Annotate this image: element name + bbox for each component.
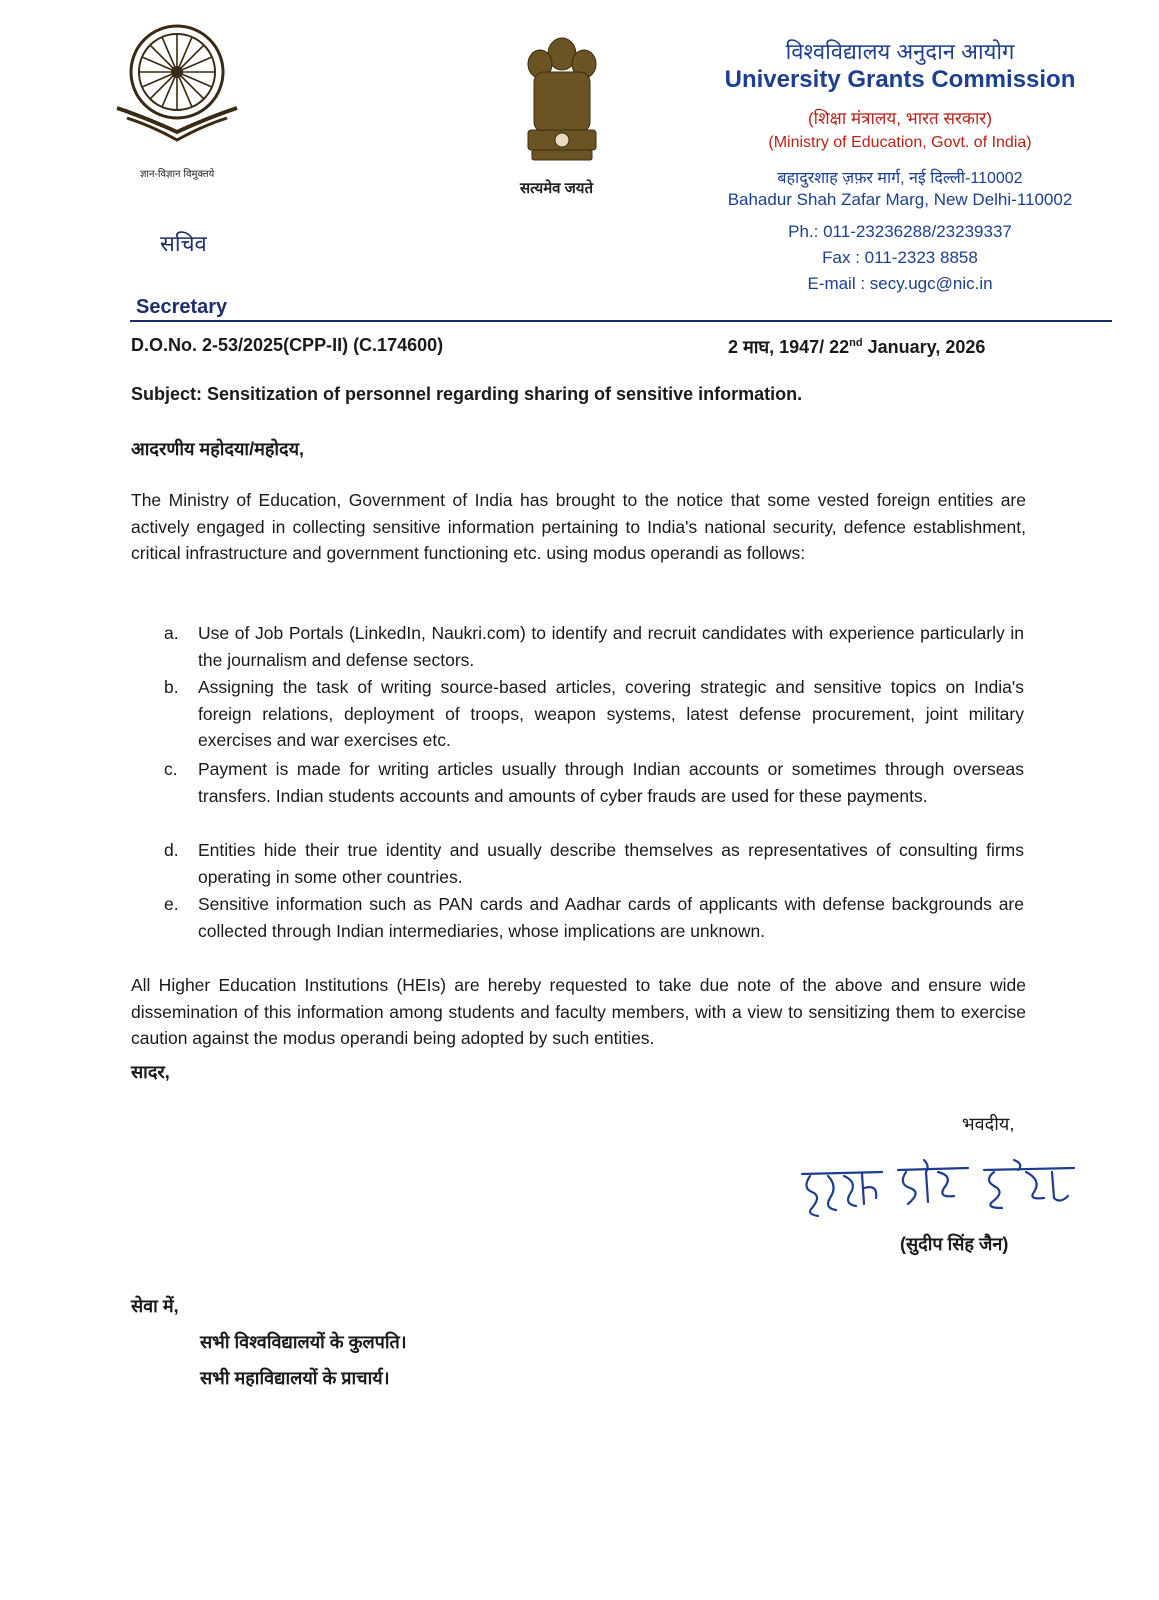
address-hindi: बहादुरशाह ज़फ़र मार्ग, नई दिल्ली-110002 [777,170,1023,187]
ugc-name-english: University Grants Commission [724,66,1076,93]
subject-line: Subject: Sensitization of personnel regarding sharing of sensitive information. [131,384,803,404]
signature [798,1158,1078,1224]
designation-hindi: सचिव [160,231,207,256]
designation-english: Secretary [136,296,228,318]
national-emblem [512,32,612,172]
ministry-hindi: (शिक्षा मंत्रालय, भारत सरकार) [808,109,992,128]
list-marker: b. [164,677,179,697]
valediction: भवदीय, [962,1114,1015,1134]
ugc-motto: ज्ञान-विज्ञान विमुक्तये [140,169,215,180]
signatory-name: (सुदीप सिंह जैन) [900,1234,1009,1254]
emblem-motto: सत्यमेव जयते [520,180,594,197]
list-text: Entities hide their true identity and usually describe themselves as representatives of consulting firms operating in some other countries. [198,840,1024,887]
phone-number: Ph.: 011-23236288/23239337 [788,222,1012,241]
list-text: Payment is made for writing articles usually through Indian accounts or sometimes through overseas transfers. Indian students accounts and amounts of cyber frauds are used for these payments. [198,759,1024,806]
list-marker: a. [164,623,179,643]
letter-date: 2 माघ, 1947/ 22nd January, 2026 [728,337,986,357]
recipient-line: सभी महाविद्यालयों के प्राचार्य। [200,1368,390,1388]
list-text: Assigning the task of writing source-based articles, covering strategic and sensitive topics on India's foreign relations, deployment of troops, weapon systems, latest defense procurement, joint military exercises and war exercises etc. [198,677,1024,750]
intro-paragraph: The Ministry of Education, Government of India has brought to the notice that some vested foreign entities are actively engaged in collecting sensitive information pertaining to India's national security, defence establishment, critical infrastructure and government functioning etc. using modus operandi as follows: [131,490,1026,563]
list-marker: d. [164,840,179,860]
fax-number: Fax : 011-2323 8858 [822,248,978,267]
sadar: सादर, [131,1062,170,1082]
salutation: आदरणीय महोदया/महोदय, [131,439,305,459]
list-marker: c. [164,759,178,779]
ugc-name-hindi: विश्वविद्यालय अनुदान आयोग [785,39,1015,64]
list-marker: e. [164,894,179,914]
reference-number: D.O.No. 2-53/2025(CPP-II) (C.174600) [131,335,444,355]
email-address: E-mail : secy.ugc@nic.in [807,274,993,293]
address-english: Bahadur Shah Zafar Marg, New Delhi-110002 [727,190,1073,209]
ugc-logo [112,22,242,142]
closing-paragraph: All Higher Education Institutions (HEIs) are hereby requested to take due note of the above and ensure wide dissemination of this information among students and faculty members, with a view to sensitizing them to exercise caution against the modus operandi being adopted by such entities. [131,975,1026,1048]
addressee-label: सेवा में, [131,1296,179,1316]
ministry-english: (Ministry of Education, Govt. of India) [768,134,1032,151]
list-text: Sensitive information such as PAN cards and Aadhar cards of applicants with defense backgrounds are collected through Indian intermediaries, whose implications are unknown. [198,894,1024,941]
header-divider [130,320,1112,322]
list-text: Use of Job Portals (LinkedIn, Naukri.com) to identify and recruit candidates with experience particularly in the journalism and defense sectors. [198,623,1024,670]
recipient-line: सभी विश्वविद्यालयों के कुलपति। [200,1332,407,1352]
